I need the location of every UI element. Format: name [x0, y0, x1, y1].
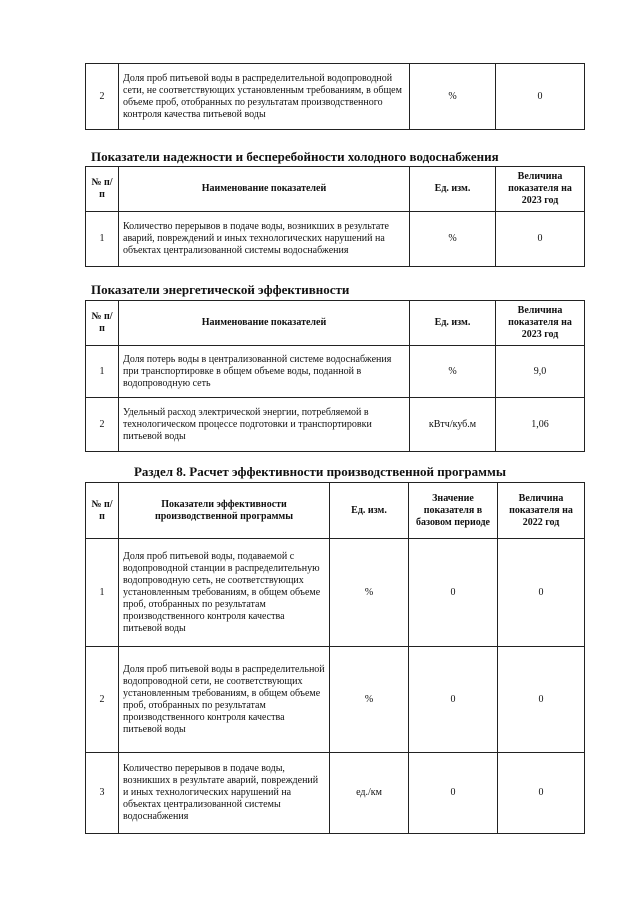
indicator-value: 1,06 — [496, 398, 585, 452]
header-unit: Ед. изм. — [330, 483, 409, 539]
indicator-unit: % — [410, 212, 496, 267]
energy-heading: Показатели энергетической эффективности — [91, 282, 350, 297]
indicator-unit: % — [330, 647, 409, 753]
indicator-value: 0 — [496, 64, 585, 130]
energy-table — [85, 300, 585, 452]
indicator-unit: % — [410, 346, 496, 398]
header-number: № п/п — [86, 301, 119, 346]
reliability-table — [85, 166, 585, 267]
row-number: 1 — [86, 346, 119, 398]
table-row — [86, 539, 585, 647]
indicator-base-value: 0 — [409, 753, 498, 834]
row-number: 2 — [86, 647, 119, 753]
row-number: 2 — [86, 398, 119, 452]
efficiency-table — [85, 482, 585, 834]
indicator-unit: кВтч/куб.м — [410, 398, 496, 452]
indicator-base-value: 0 — [409, 647, 498, 753]
header-unit: Ед. изм. — [410, 301, 496, 346]
indicator-value: 0 — [496, 212, 585, 267]
indicator-name: Доля проб питьевой воды в распределительной водопроводной сети, не соответствующих установленным требованиям, в общем объеме проб, отобранных по результатам производственного контроля качества питьевой воды — [119, 64, 410, 130]
table-row — [86, 398, 585, 452]
header-value: Величина показателя на 2022 год — [498, 483, 585, 539]
table-row — [86, 346, 585, 398]
table-row — [86, 212, 585, 267]
indicator-unit: % — [410, 64, 496, 130]
header-value: Величина показателя на 2023 год — [496, 301, 585, 346]
indicator-value: 0 — [498, 753, 585, 834]
table-header-row — [86, 167, 585, 212]
indicator-value: 9,0 — [496, 346, 585, 398]
table-row — [86, 753, 585, 834]
header-name: Наименование показателей — [119, 167, 410, 212]
indicator-value: 0 — [498, 647, 585, 753]
header-value: Величина показателя на 2023 год — [496, 167, 585, 212]
header-base-value: Значение показателя в базовом периоде — [409, 483, 498, 539]
indicator-name: Доля потерь воды в централизованной системе водоснабжения при транспортировке в общем объеме воды, поданной в водопроводную сеть — [119, 346, 410, 398]
header-unit: Ед. изм. — [410, 167, 496, 212]
section8-heading: Раздел 8. Расчет эффективности производственной программы — [133, 464, 507, 479]
indicator-name: Количество перерывов в подаче воды, возникших в результате аварий, повреждений и иных технологических нарушений на объектах централизованной системы водоснабжения — [119, 212, 410, 267]
indicator-name: Доля проб питьевой воды, подаваемой с водопроводной станции в распределительную водопроводную сеть, не соответствующих установленным требованиям, в общем объеме проб, отобранных по результатам производственного контроля качества питьевой воды — [119, 539, 330, 647]
indicator-value: 0 — [498, 539, 585, 647]
header-number: № п/п — [86, 167, 119, 212]
indicator-unit: % — [330, 539, 409, 647]
table-row — [86, 647, 585, 753]
reliability-heading: Показатели надежности и бесперебойности холодного водоснабжения — [91, 149, 499, 164]
indicator-name: Удельный расход электрической энергии, потребляемой в технологическом процессе подготовки и транспортировки питьевой воды — [119, 398, 410, 452]
indicator-name: Доля проб питьевой воды в распределительной водопроводной сети, не соответствующих установленным требованиям, в общем объеме проб, отобранных по результатам производственного контроля качества питьевой воды — [119, 647, 330, 753]
indicator-base-value: 0 — [409, 539, 498, 647]
table-row — [86, 64, 585, 130]
row-number: 2 — [86, 64, 119, 130]
indicator-name: Количество перерывов в подаче воды, возникших в результате аварий, повреждений и иных технологических нарушений на объектах централизованной системы водоснабжения — [119, 753, 330, 834]
header-number: № п/п — [86, 483, 119, 539]
continuation-table — [85, 63, 585, 130]
row-number: 1 — [86, 212, 119, 267]
indicator-unit: ед./км — [330, 753, 409, 834]
row-number: 3 — [86, 753, 119, 834]
header-name: Показатели эффективности производственной программы — [119, 483, 330, 539]
table-header-row — [86, 301, 585, 346]
row-number: 1 — [86, 539, 119, 647]
table-header-row — [86, 483, 585, 539]
header-name: Наименование показателей — [119, 301, 410, 346]
